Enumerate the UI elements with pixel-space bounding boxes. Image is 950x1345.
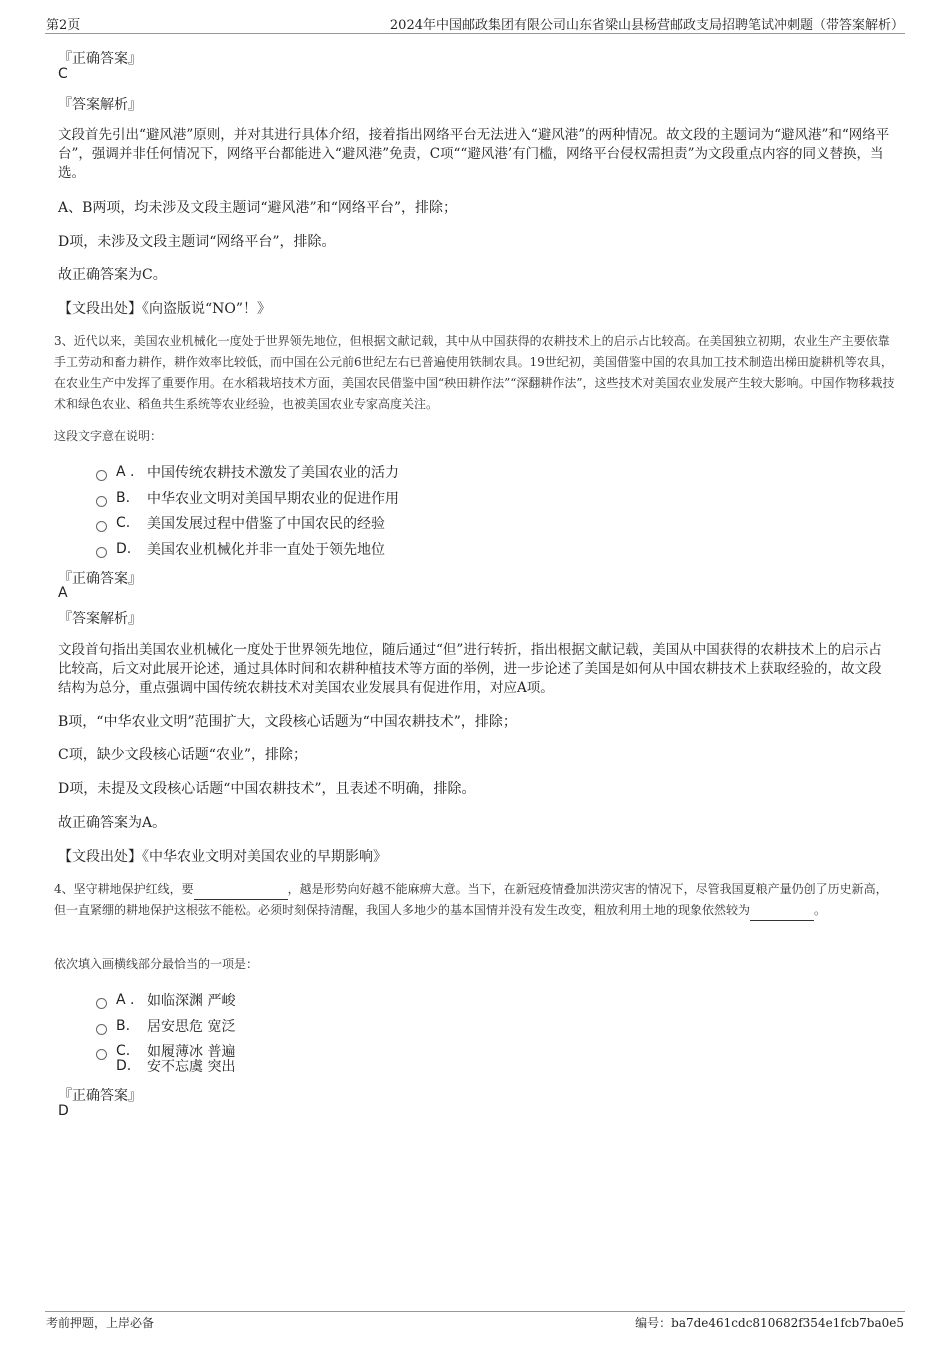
radio-icon[interactable] [96,496,107,507]
source-citation: 【文段出处】《中华农业文明对美国农业的早期影响》 [58,849,387,865]
option-letter: D. [116,541,132,557]
radio-icon[interactable] [96,547,107,558]
option-text: 美国发展过程中借鉴了中国农民的经验 [147,516,385,532]
analysis-conclusion: 故正确答案为A。 [58,815,167,831]
analysis-line: D项，未提及文段核心话题“中国农耕技术”，且表述不明确，排除。 [58,781,476,797]
option-c[interactable] [96,513,385,533]
analysis-paragraph: 文段首句指出美国农业机械化一度处于世界领先地位，随后通过“但”进行转折，指出根据文献记载，美国从中国获得的农耕技术上的启示占比较高，后文对此展开论述，通过具体时间和农耕种植技术等方面的举例，进一步论述了美国是如何从中国农耕技术上获取经验的，故文段结构为总分，重点强调中国传统农耕技术对美国农业发展具有促进作用，对应A项。 [58,642,882,696]
radio-icon[interactable] [96,1024,107,1035]
question-prompt: 这段文字意在说明： [54,429,163,443]
analysis-label: 『答案解析』 [58,611,142,627]
option-text: 安不忘虞 突出 [147,1059,236,1075]
analysis-line: D项，未涉及文段主题词“网络平台”，排除。 [58,234,336,250]
radio-icon[interactable] [96,998,107,1009]
option-d[interactable] [96,1056,235,1076]
option-text: 美国农业机械化并非一直处于领先地位 [147,542,385,558]
question-prompt: 依次填入画横线部分最恰当的一项是： [54,957,259,971]
document-code: 编号：ba7de461cdc810682f354e1fcb7ba0e5 [635,1316,904,1330]
fill-blank [194,899,288,900]
footer-slogan: 考前押题，上岸必备 [46,1316,155,1330]
header-divider [45,33,905,34]
radio-icon[interactable] [96,470,107,481]
option-letter: A . [116,464,135,480]
question-part: 4、坚守耕地保护红线，要 [54,882,194,896]
option-letter: D. [116,1058,132,1074]
option-text: 中国传统农耕技术激发了美国农业的活力 [147,465,399,481]
answer-label: 『正确答案』 [58,51,142,67]
document-title: 2024年中国邮政集团有限公司山东省梁山县杨营邮政支局招聘笔试冲刺题（带答案解析） [389,18,904,33]
question-part: ，越是形势向好越不能麻痹大意。当下，在新冠疫情叠加洪涝灾害的情况下，尽管我国夏粮产量仍创了历史新高，但一直紧绷的耕地保护这根弦不能松。必须时刻保持清醒，我国人多地少的基本国情并没有发生改变，粗放利用土地的现象依然较为 [54,882,888,917]
option-letter: B. [116,1018,131,1034]
option-text: 居安思危 宽泛 [147,1019,236,1035]
option-text: 如临深渊 严峻 [147,993,236,1009]
analysis-paragraph: 文段首先引出“避风港”原则，并对其进行具体介绍，接着指出网络平台无法进入“避风港”的两种情况。故文段的主题词为“避风港”和“网络平台”，强调并非任何情况下，网络平台都能进入“避风港”免责，C项““避风港’有门槛，网络平台侵权需担责”为文段重点内容的同义替换，当选。 [58,127,890,181]
question-text [54,879,899,921]
fill-blank [750,920,814,921]
option-d[interactable] [96,539,385,559]
analysis-line: B项，“中华农业文明”范围扩大，文段核心话题为“中国农耕技术”，排除； [58,714,517,730]
option-a[interactable] [96,990,235,1010]
question-text: 3、近代以来，美国农业机械化一度处于世界领先地位，但根据文献记载，其中从中国获得的农耕技术上的启示占比较高。在美国独立初期，农业生产主要依靠手工劳动和畜力耕作，耕作效率比较低，而中国在公元前6世纪左右已普遍使用铁制农具。19世纪初，美国借鉴中国的农具加工技术制造出梯田旋耕机等农具，在农业生产中发挥了重要作用。在水稻栽培技术方面，美国农民借鉴中国“秧田耕作法”“深翻耕作法”，这些技术对美国农业发展产生较大影响。中国作物移栽技术和绿色农业、稻鱼共生系统等农业经验，也被美国农业专家高度关注。 [54,334,895,411]
option-text: 中华农业文明对美国早期农业的促进作用 [147,491,399,507]
radio-icon[interactable] [96,521,107,532]
analysis-line: A、B两项，均未涉及文段主题词“避风港”和“网络平台”，排除； [58,200,458,216]
correct-answer: A [58,585,68,601]
option-text: 如履薄冰 普遍 [147,1044,236,1060]
option-letter: C. [116,515,131,531]
option-letter: A . [116,992,135,1008]
footer-divider [45,1311,905,1312]
option-b[interactable] [96,1016,235,1036]
answer-label: 『正确答案』 [58,1088,142,1104]
correct-answer: C [58,66,68,82]
option-a[interactable] [96,462,399,482]
analysis-label: 『答案解析』 [58,97,142,113]
analysis-conclusion: 故正确答案为C。 [58,267,167,283]
answer-label: 『正确答案』 [58,571,142,587]
source-citation: 【文段出处】《向盗版说“NO”！》 [58,301,272,317]
option-letter: B. [116,490,131,506]
analysis-line: C项，缺少文段核心话题“农业”，排除； [58,747,308,763]
question-part: 。 [814,903,827,917]
option-b[interactable] [96,488,399,508]
page-number: 第2页 [46,18,81,33]
option-letter: C. [116,1043,131,1059]
correct-answer: D [58,1103,69,1119]
